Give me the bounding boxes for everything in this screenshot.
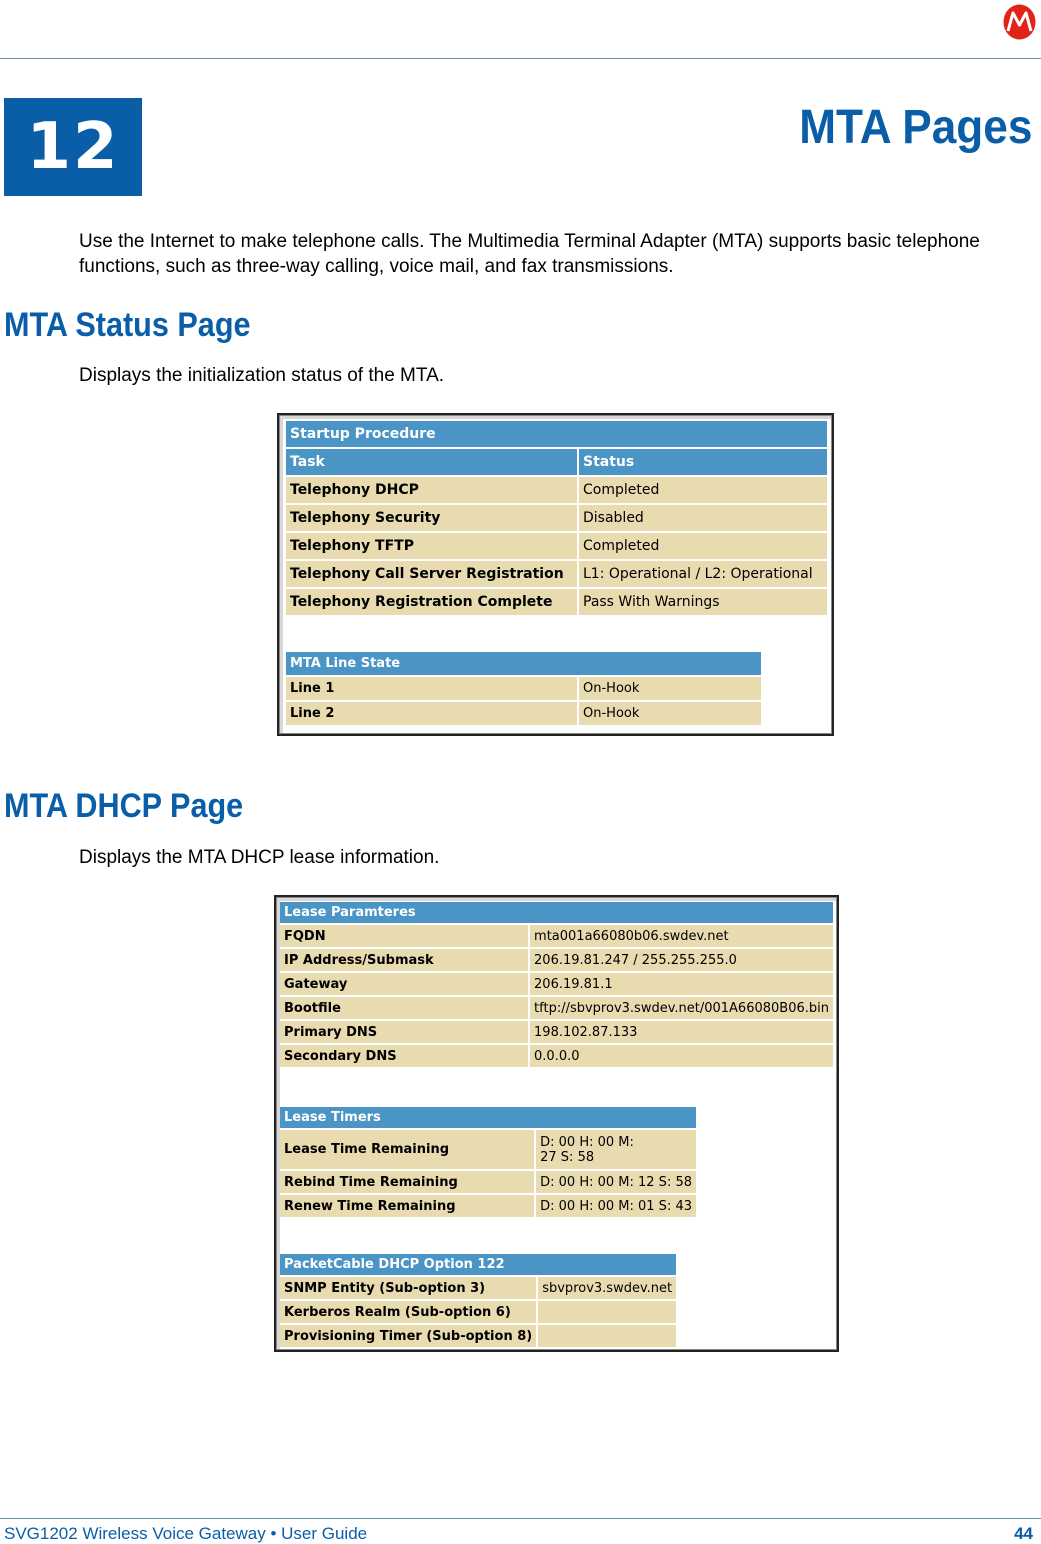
line-state-title: MTA Line State	[286, 652, 761, 675]
table-row: Line 1 On-Hook	[286, 677, 761, 700]
option-122-title: PacketCable DHCP Option 122	[280, 1254, 676, 1275]
table-row: Primary DNS 198.102.87.133	[280, 1021, 833, 1043]
status-description: Displays the initialization status of the MTA.	[79, 365, 445, 386]
table-row: Telephony DHCP Completed	[286, 477, 827, 503]
startup-procedure-table	[284, 419, 829, 617]
motorola-logo-icon	[1003, 4, 1036, 40]
section-heading-status: MTA Status Page	[4, 306, 251, 344]
table-row: Secondary DNS 0.0.0.0	[280, 1045, 833, 1067]
chapter-title: MTA Pages	[798, 101, 1032, 154]
page-number: 44	[1014, 1524, 1033, 1543]
table-row: IP Address/Submask 206.19.81.247 / 255.255.255.0	[280, 949, 833, 971]
status-screenshot	[277, 413, 834, 736]
dhcp-screenshot	[274, 895, 839, 1352]
lease-params-table	[278, 900, 835, 1069]
table-row: Line 2 On-Hook	[286, 702, 761, 725]
table-row: Renew Time Remaining D: 00 H: 00 M: 01 S: 43	[280, 1195, 696, 1217]
col-status: Status	[579, 449, 827, 475]
table-row: Provisioning Timer (Sub-option 8)	[280, 1325, 676, 1347]
table-row: Telephony TFTP Completed	[286, 533, 827, 559]
option-122-table	[278, 1252, 678, 1349]
table-row: Telephony Security Disabled	[286, 505, 827, 531]
table-row: Kerberos Realm (Sub-option 6)	[280, 1301, 676, 1323]
header-rule	[0, 58, 1041, 59]
table-row: FQDN mta001a66080b06.swdev.net	[280, 925, 833, 947]
table-row: Gateway 206.19.81.1	[280, 973, 833, 995]
col-task: Task	[286, 449, 577, 475]
table-row: Lease Time Remaining D: 00 H: 00 M: 27 S: 58	[280, 1130, 696, 1169]
section-heading-dhcp: MTA DHCP Page	[4, 787, 244, 825]
table-row: Telephony Registration Complete Pass With Warnings	[286, 589, 827, 615]
line-state-table	[284, 650, 763, 727]
intro-paragraph: Use the Internet to make telephone calls. The Multimedia Terminal Adapter (MTA) supports basic telephone functions, such as three-way calling, voice mail, and fax transmissions.	[79, 231, 980, 277]
lease-params-title: Lease Paramteres	[280, 902, 833, 923]
footer-rule	[0, 1518, 1041, 1519]
startup-title: Startup Procedure	[286, 421, 827, 447]
table-row: Bootfile tftp://sbvprov3.swdev.net/001A66080B06.bin	[280, 997, 833, 1019]
table-row: Rebind Time Remaining D: 00 H: 00 M: 12 S: 58	[280, 1171, 696, 1193]
footer-title: SVG1202 Wireless Voice Gateway • User Guide	[4, 1524, 368, 1543]
table-row: Telephony Call Server Registration L1: Operational / L2: Operational	[286, 561, 827, 587]
lease-timers-table	[278, 1105, 698, 1219]
lease-timers-title: Lease Timers	[280, 1107, 696, 1128]
dhcp-description: Displays the MTA DHCP lease information.	[79, 847, 440, 868]
table-row: SNMP Entity (Sub-option 3) sbvprov3.swdev.net	[280, 1277, 676, 1299]
chapter-number: 12	[4, 98, 142, 196]
